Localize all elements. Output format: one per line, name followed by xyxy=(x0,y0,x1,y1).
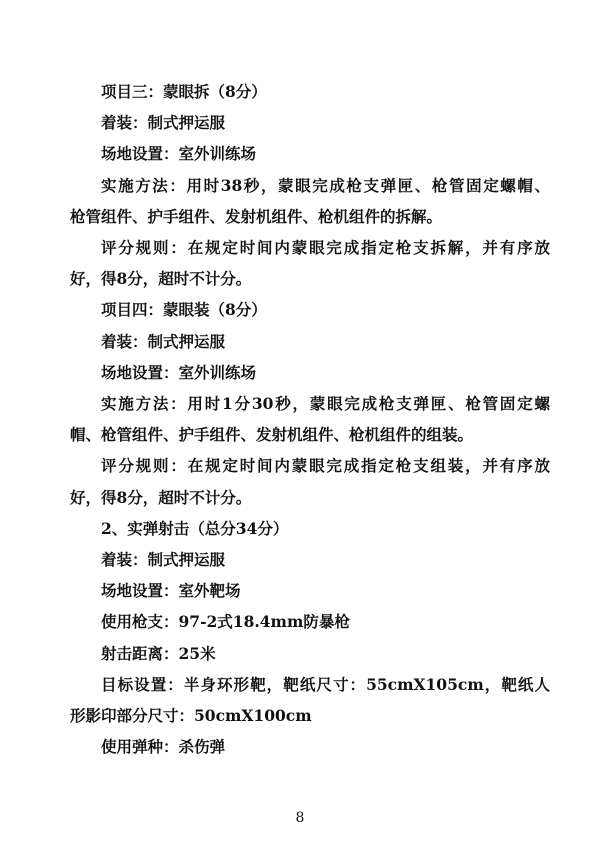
text-line: 着装：制式押运服 xyxy=(101,113,226,133)
text-line: 场地设置：室外靶场 xyxy=(101,581,241,601)
text-line: 着装：制式押运服 xyxy=(101,550,226,570)
text-line: 使用弹种：杀伤弹 xyxy=(101,737,226,757)
text-line: 目标设置：半身环形靶，靶纸尺寸：55cmX105cm，靶纸人 xyxy=(101,674,550,694)
text-line: 评分规则：在规定时间内蒙眼完成指定枪支组装，并有序放 xyxy=(101,456,550,476)
text-line: 场地设置：室外训练场 xyxy=(101,144,257,164)
text-line: 评分规则：在规定时间内蒙眼完成指定枪支拆解，并有序放 xyxy=(101,238,550,258)
text-line: 实施方法：用时1分30秒，蒙眼完成枪支弹匣、枪管固定螺 xyxy=(101,394,550,414)
text-line: 形影印部分尺寸：50cmX100cm xyxy=(70,706,312,726)
body-text xyxy=(70,76,550,762)
text-line: 好，得8分，超时不计分。 xyxy=(70,269,252,289)
text-line: 好，得8分，超时不计分。 xyxy=(70,487,252,507)
page-number: 8 xyxy=(295,810,305,826)
text-line: 项目四：蒙眼装（8分） xyxy=(101,300,267,320)
text-line: 帽、枪管组件、护手组件、发射机组件、枪机组件的组装。 xyxy=(70,425,474,445)
text-line: 项目三：蒙眼拆（8分） xyxy=(101,82,267,101)
text-line: 射击距离：25米 xyxy=(101,643,216,663)
text-line: 枪管组件、护手组件、发射机组件、枪机组件的拆解。 xyxy=(70,206,443,226)
text-line: 2、实弹射击（总分34分） xyxy=(101,518,289,538)
text-line: 使用枪支：97-2式18.4mm防暴枪 xyxy=(101,612,350,632)
text-line: 场地设置：室外训练场 xyxy=(101,362,257,382)
text-line: 实施方法：用时38秒，蒙眼完成枪支弹匣、枪管固定螺帽、 xyxy=(101,175,550,195)
text-line: 着装：制式押运服 xyxy=(101,331,226,351)
